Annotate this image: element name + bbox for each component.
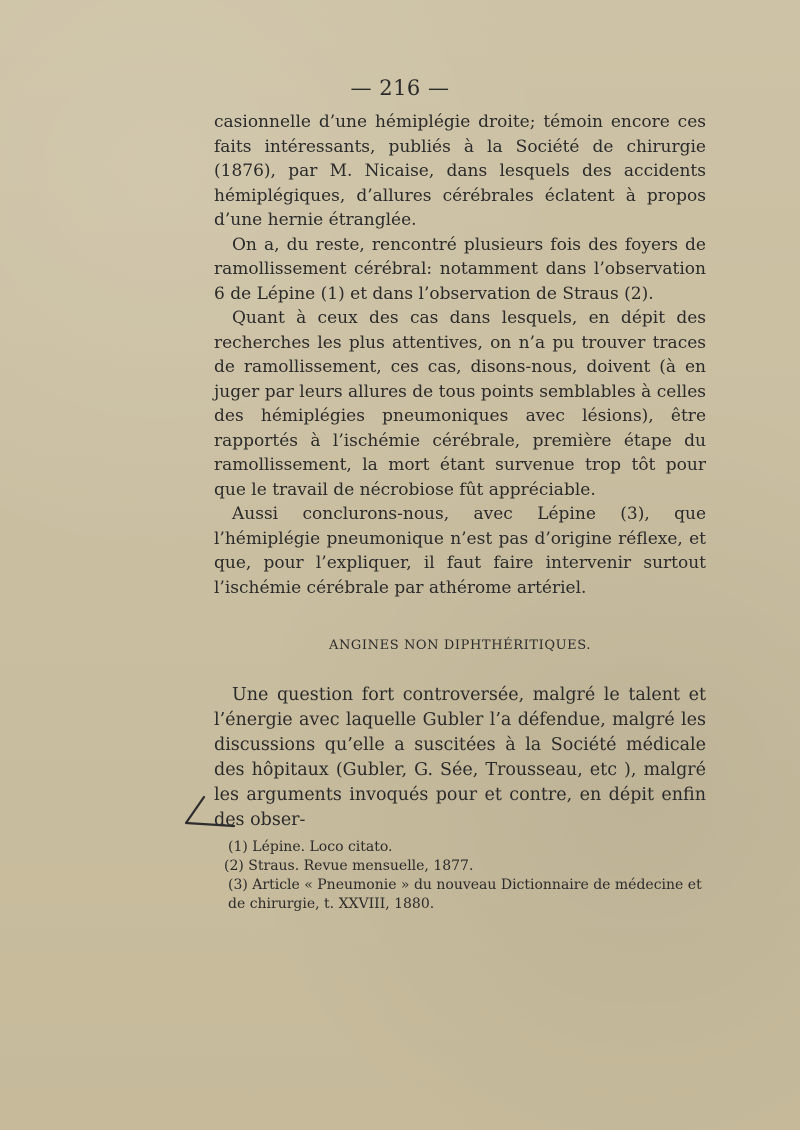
- paragraph-ischemie: Quant à ceux des cas dans lesquels, en dépit des recherches les plus attentives, on n’a pu trouver traces de ramollissement, ces cas, disons-nous, doivent (à en juger par leurs allures de tous points semblables à celles des hémiplégies pneumoniques avec lésions), être rapportés à l’ischémie cérébrale, première étape du ramollissement, la mort étant survenue trop tôt pour que le travail de nécrobiose fût appréciable.: [214, 308, 706, 500]
- paragraph-ramollissement: On a, du reste, rencontré plusieurs fois des foyers de ramollissement cérébral: notamment dans l’observation 6 de Lépine (1) et dans l’observation de Straus (2).: [214, 234, 706, 304]
- footnotes: [214, 838, 706, 914]
- page-number: — 216 —: [350, 76, 450, 100]
- footnote-2: (2) Straus. Revue mensuelle, 1877.: [224, 858, 474, 874]
- footnote-3: (3) Article « Pneumonie » du nouveau Dictionnaire de médecine et de chirurgie, t. XXVIII, 1880.: [228, 877, 702, 912]
- paragraph-conclusion: Aussi conclurons-nous, avec Lépine (3), que l’hémiplégie pneumonique n’est pas d’origine réflexe, et que, pour l’expliquer, il faut faire intervenir surtout l’ischémie cérébrale par athérome artériel.: [214, 504, 706, 598]
- main-text-block: [214, 110, 706, 600]
- section-heading: ANGINES NON DIPHTHÉRITIQUES.: [328, 638, 592, 653]
- paragraph-continuation: casionnelle d’une hémiplégie droite; témoin encore ces faits intéressants, publiés à la Société de chirurgie (1876), par M. Nicaise, dans lesquels des accidents hémiplégiques, d’allures cérébrales éclatent à propos d’une hernie étranglée.: [214, 112, 706, 230]
- section-text-block: [214, 683, 706, 833]
- paragraph-angines: Une question fort controversée, malgré le talent et l’énergie avec laquelle Gubler l’a défendue, malgré les discussions qu’elle a suscitées à la Société médicale des hôpitaux (Gubler, G. Sée, Trousseau, etc ), malgré les arguments invoqués pour et contre, en dépit enfin des obser-: [214, 685, 706, 830]
- footnote-1: (1) Lépine. Loco citato.: [228, 839, 393, 855]
